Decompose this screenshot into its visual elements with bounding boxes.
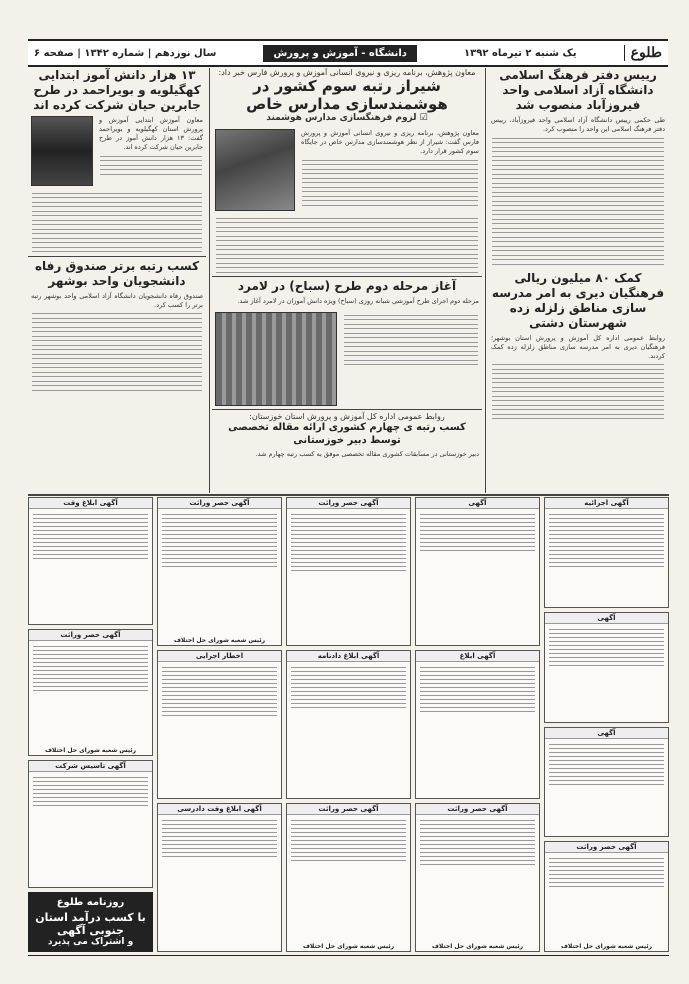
lamerd-text [344, 311, 478, 407]
center-article-text-right [302, 160, 478, 206]
promo-title: روزنامه طلوع [56, 897, 125, 909]
khuzestan-lead: دبیر خوزستانی در مسابقات کشوری مقاله تخصصی موفق به کسب رتبه چهارم شد. [255, 450, 479, 458]
right-article-2-lead: روابط عمومی اداره کل آموزش و پرورش استان بوشهر؛ فرهنگیان دیری به امر مدرسه سازی مناطق زلزله زده کمک کردند. [491, 333, 665, 360]
center-article-text [216, 218, 478, 273]
ad-box [157, 650, 282, 799]
ad-title: آگهی ابلاغ [416, 651, 539, 662]
section-title: دانشگاه - آموزش و پرورش [263, 45, 416, 62]
left-article-1-more [32, 193, 202, 253]
ad-title: آگهی [545, 728, 668, 739]
ad-box [544, 497, 669, 608]
ad-box [415, 497, 540, 646]
ad-title: آگهی حصر وراثت [158, 498, 281, 509]
ad-signature: رئیس شعبه شورای حل اختلاف [302, 943, 395, 950]
center-headline: شیراز رتبه سوم کشور در هوشمندسازی مدارس خاص [246, 77, 448, 113]
ad-box [28, 497, 153, 625]
ad-signature: رئیس شعبه شورای حل اختلاف [44, 747, 137, 755]
ad-box [157, 497, 282, 646]
column-divider [209, 68, 210, 493]
center-column [212, 68, 482, 493]
classified-ads [28, 497, 669, 952]
ad-title: آگهی حصر وراثت [545, 842, 668, 853]
ad-signature: رئیس شعبه شورای حل اختلاف [560, 943, 653, 950]
center-kicker: معاون پژوهش، برنامه ریزی و نیروی انسانی آموزش و پرورش فارس خبر داد: [218, 68, 476, 77]
ads-column-2 [157, 497, 282, 952]
ad-box [544, 841, 669, 952]
page-number: صفحه ۶ [34, 47, 74, 59]
left-headline-2: کسب رتبه برتر صندوق رفاه دانشجویان واحد بوشهر [28, 256, 206, 289]
ad-title: آگهی ابلاغ وقت [29, 498, 152, 509]
ad-title: آگهی ابلاغ دادنامه [287, 651, 410, 662]
left-article-2-lead: صندوق رفاه دانشجویان دانشگاه آزاد اسلامی واحد بوشهر رتبه برتر را کسب کرد. [31, 291, 203, 309]
left-article-1-text [100, 156, 202, 175]
ad-box [286, 803, 411, 952]
lamerd-lead: مرحله دوم اجرای طرح آموزشی شبانه روزی (سباح) ویژه دانش آموزان در لامرد آغاز شد. [237, 297, 479, 305]
promo-line-1: با کسب درآمد استان جنوبی آگهی [35, 911, 146, 938]
issue-meta: سال نوزدهم | شماره ۱۳۴۲ | صفحه ۶ [34, 47, 217, 59]
left-article-2-text [32, 313, 202, 391]
ads-column-3 [286, 497, 411, 952]
ad-box [544, 727, 669, 838]
lamerd-headline: آغاز مرحله دوم طرح (سباح) در لامرد [212, 276, 482, 294]
ad-box [286, 497, 411, 646]
ad-box [415, 803, 540, 952]
ads-column-5 [544, 497, 669, 952]
ad-box [157, 803, 282, 952]
right-article-2-text [492, 364, 664, 419]
page-footer [28, 955, 669, 970]
ad-title: آگهی [416, 498, 539, 509]
issue-volume: سال نوزدهم [154, 47, 217, 59]
right-article-1-text [492, 138, 664, 265]
newspaper-logo: طلوع [624, 45, 668, 61]
ad-box [544, 612, 669, 723]
ad-title: آگهی حصر وراثت [416, 804, 539, 815]
ad-box [28, 629, 153, 757]
ad-box [28, 760, 153, 888]
right-column [488, 68, 668, 493]
ad-title: آگهی حصر وراثت [287, 804, 410, 815]
promo-line-2: و اشتراک می پذیرد [47, 937, 134, 948]
ad-title: آگهی تاسیس شرکت [29, 761, 152, 772]
ads-column-4 [415, 497, 540, 952]
issue-date: یک شنبه ۲ تیرماه ۱۳۹۲ [464, 47, 577, 59]
khuzestan-headline: کسب رتبه ی چهارم کشوری ارائه مقاله تخصصی توسط دبیر خوزستانی [228, 422, 466, 446]
ad-title: آگهی ابلاغ وقت دادرسی [158, 804, 281, 815]
center-article-lead: معاون پژوهش، برنامه ریزی و نیروی انسانی آموزش و پرورش فارس گفت: شیراز از نظر هوشمندسازی مدارس خاص در جایگاه سوم کشور قرار دارد. [301, 129, 479, 155]
left-column [28, 68, 206, 493]
ads-divider [28, 494, 669, 496]
newspaper-promo-box [28, 892, 153, 952]
ad-signature: رئیس شعبه شورای حل اختلاف [173, 637, 266, 644]
column-divider [485, 68, 486, 493]
right-headline-2: کمک ۸۰ میلیون ریالی فرهنگیان دیری به امر مدرسه سازی مناطق زلزله زده شهرستان دشتی [491, 270, 665, 330]
ad-title: آگهی اجرائیه [545, 498, 668, 509]
ad-box [415, 650, 540, 799]
ad-signature: رئیس شعبه شورای حل اختلاف [431, 943, 524, 950]
students-group-photo [215, 312, 337, 406]
right-headline-1: رییس دفتر فرهنگ اسلامی دانشگاه آزاد اسلامی واحد فیروزآباد منصوب شد [499, 68, 657, 112]
official-portrait-photo [215, 129, 295, 211]
left-headline-1: ۱۳ هزار دانش آموز ابتدایی کهگیلویه و بویراحمد در طرح جابرین حیان شرکت کرده اند [33, 68, 201, 112]
ad-box [286, 650, 411, 799]
center-subheadline: ☑ لزوم فرهنگسازی مدارس هوشمند [266, 113, 428, 123]
ad-title: اخطار اجرایی [158, 651, 281, 662]
right-article-1-lead: طی حکمی رییس دانشگاه آزاد اسلامی واحد فیروزآباد، رییس دفتر فرهنگ اسلامی این واحد را منصوب کرد. [491, 116, 665, 133]
left-article-1-lead: معاون آموزش ابتدایی آموزش و پرورش استان کهگیلویه و بویراحمد گفت: ۱۳ هزار دانش آموز در طرح جابرین حیان شرکت کرده اند. [99, 116, 203, 151]
ad-title: آگهی حصر وراثت [287, 498, 410, 509]
ad-title: آگهی حصر وراثت [29, 630, 152, 641]
issue-number: شماره ۱۳۴۲ [84, 47, 145, 59]
woman-portrait-photo [31, 116, 93, 186]
ad-title: آگهی [545, 613, 668, 624]
ads-column-1 [28, 497, 153, 952]
khuzestan-kicker: روابط عمومی اداره کل آموزش و پرورش استان خوزستان: [212, 409, 482, 421]
page-header [28, 39, 668, 67]
